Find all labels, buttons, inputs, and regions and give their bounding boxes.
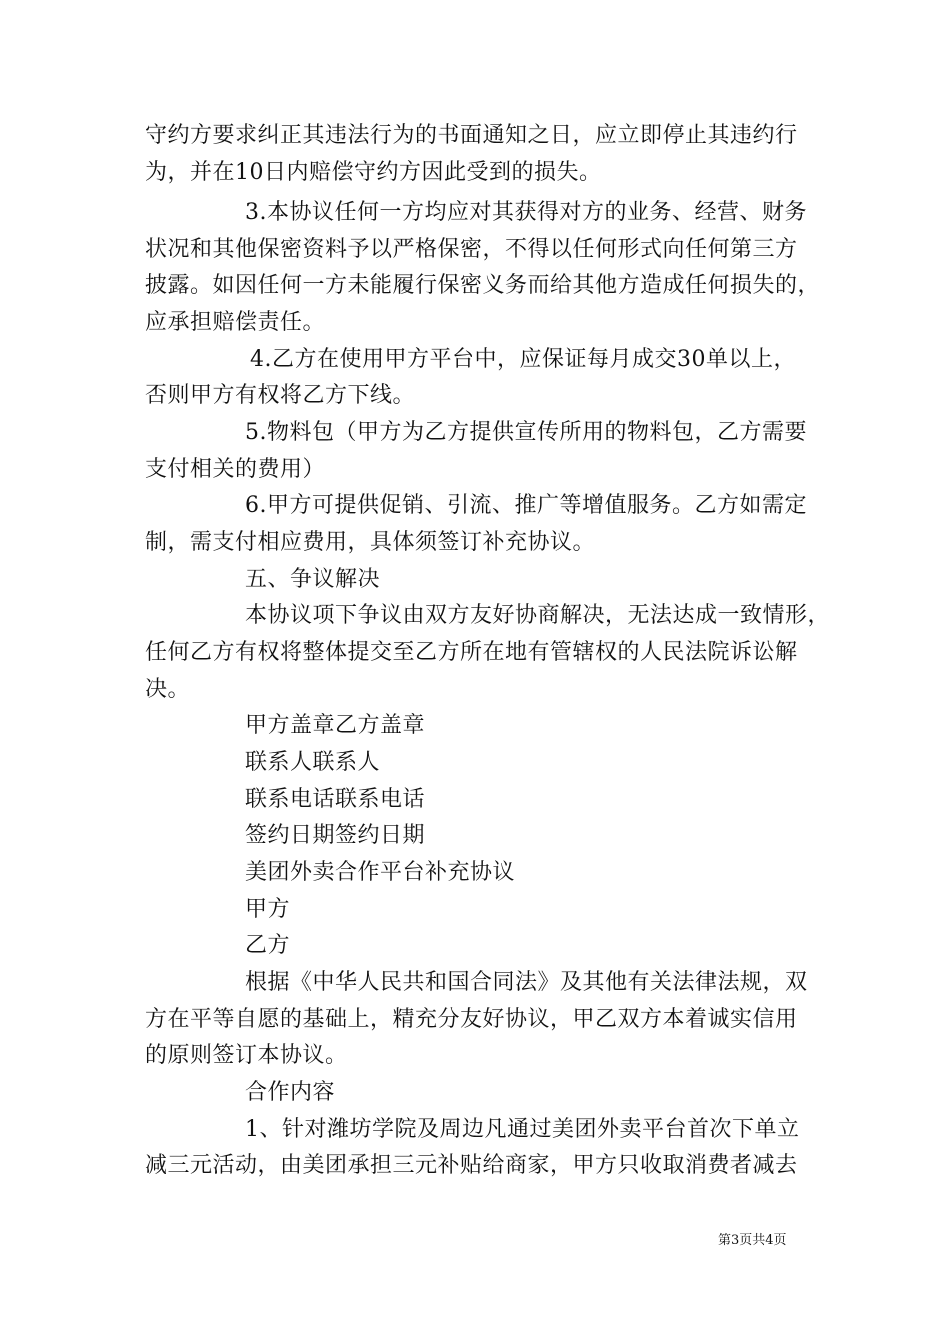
text-line: 制，需支付相应费用，具体须签订补充协议。: [145, 530, 596, 555]
text-line: 披露。如因任何一方未能履行保密义务而给其他方造成任何损失的，: [145, 273, 821, 298]
text-line: 5.物料包（甲方为乙方提供宣传所用的物料包，乙方需要: [245, 420, 807, 445]
party-b-label: 乙方: [245, 933, 291, 958]
text-line: 4.乙方在使用甲方平台中，应保证每月成交30单以上，: [250, 347, 796, 372]
text-line: 根据《中华人民共和国合同法》及其他有关法律法规，双: [245, 970, 808, 995]
text-line: 状况和其他保密资料予以严格保密，不得以任何形式向任何第三方: [145, 237, 798, 262]
page-number-footer: 第3页共4页: [718, 1233, 787, 1248]
signature-line: 甲方盖章乙方盖章: [245, 713, 426, 738]
text-line: 3.本协议任何一方均应对其获得对方的业务、经营、财务: [245, 200, 807, 225]
text-line: 6.甲方可提供促销、引流、推广等增值服务。乙方如需定: [245, 493, 807, 518]
text-line: 任何乙方有权将整体提交至乙方所在地有管辖权的人民法院诉讼解: [145, 640, 798, 665]
text-line: 为，并在10日内赔偿守约方因此受到的损失。: [145, 160, 602, 185]
text-line: 否则甲方有权将乙方下线。: [145, 383, 416, 408]
text-line: 1、针对潍坊学院及周边凡通过美团外卖平台首次下单立: [245, 1117, 800, 1142]
text-line: 的原则签订本协议。: [145, 1043, 348, 1068]
signature-line: 联系人联系人: [245, 750, 381, 775]
text-line: 支付相关的费用）: [145, 457, 326, 482]
section-heading: 合作内容: [245, 1080, 336, 1105]
text-line: 本协议项下争议由双方友好协商解决，无法达成一致情形，: [245, 603, 831, 628]
document-title: 美团外卖合作平台补充协议: [245, 860, 516, 885]
text-line: 决。: [145, 677, 191, 702]
signature-line: 联系电话联系电话: [245, 787, 426, 812]
section-heading: 五、争议解决: [245, 567, 381, 592]
text-line: 减三元活动，由美团承担三元补贴给商家，甲方只收取消费者减去: [145, 1153, 798, 1178]
signature-line: 签约日期签约日期: [245, 823, 426, 848]
text-line: 应承担赔偿责任。: [145, 310, 326, 335]
text-line: 守约方要求纠正其违法行为的书面通知之日，应立即停止其违约行: [145, 123, 798, 148]
party-a-label: 甲方: [245, 897, 291, 922]
text-line: 方在平等自愿的基础上，精充分友好协议，甲乙双方本着诚实信用: [145, 1007, 798, 1032]
